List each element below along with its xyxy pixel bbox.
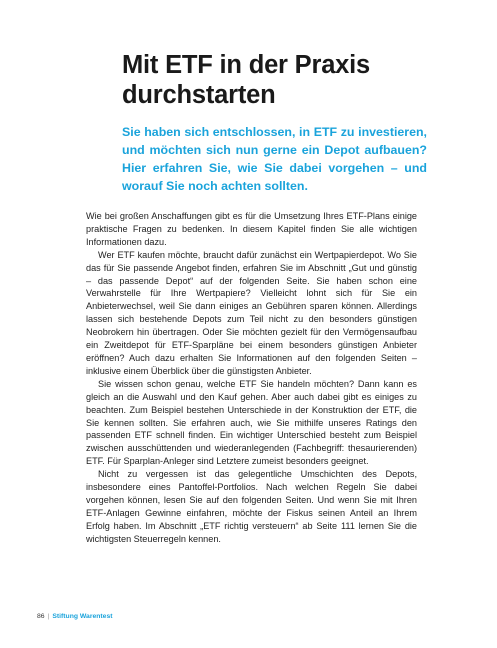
footer-separator: | [47, 613, 50, 620]
chapter-title: Mit ETF in der Praxis durchstarten [122, 51, 371, 109]
page-footer [37, 612, 113, 621]
body-paragraph: Sie wissen schon genau, welche ETF Sie handeln möchten? Dann kann es gleich an die Auswahl und den Kauf gehen. Aber auch dabei gibt es einiges zu beachten. Zum Beispiel bestehen Unterschiede in der Konstruktion der ETF, die Sie kennen sollten. Sie erfahren auch, wie Sie mithilfe unseres Ratings den passenden ETF schnell finden. Ein wichtiger Unterschied besteht zum Beispiel zwischen ausschüttenden und wiederanlegenden (Fachbegriff: thesaurierenden) ETF. Für Sparplan-Anleger sind Letztere zumeist besonders geeignet. [86, 378, 417, 467]
body-text [86, 210, 417, 546]
body-paragraph: Nicht zu vergessen ist das gelegentliche Umschichten des Depots, insbesondere eines Pantoffel-Portfolios. Nach welchen Regeln Sie dabei vorgehen können, lesen Sie auf den folgenden Seiten. Und wenn Sie mit Ihren ETF-Anlagen Gewinne einfahren, möchte der Fiskus seinen Anteil an Ihrem Erfolg haben. Im Abschnitt „ETF richtig versteuern“ ab Seite 111 lernen Sie die wichtigsten Steuerregeln kennen. [86, 469, 417, 544]
publisher-name: Stiftung Warentest [52, 613, 113, 620]
chapter-lead: Sie haben sich entschlossen, in ETF zu investieren, und möchten sich nun gerne ein Depot aufbauen? Hier erfahren Sie, wie Sie dabei vorgehen – und worauf Sie noch achten sollten. [122, 125, 427, 193]
body-paragraph: Wie bei großen Anschaffungen gibt es für die Umsetzung Ihres ETF-Plans einige praktische Fragen zu bedenken. In diesem Kapitel finden Sie alle wichtigen Informationen dazu. [86, 211, 417, 247]
body-paragraph: Wer ETF kaufen möchte, braucht dafür zunächst ein Wertpapierdepot. Wo Sie das für Sie passende Angebot finden, erfahren Sie im Abschnitt „Gut und günstig – das passende Depot“ auf der folgenden Seite. Sie haben schon eine Verwahrstelle für Ihre Wertpapiere? Vielleicht lohnt sich für Sie ein Anbieterwechsel, weil Sie dann einiges an Gebühren sparen können. Allerdings lassen sich bestehende Depots zum Teil nicht zu den besonders günstigen Neobrokern hin übertragen. Oder Sie möchten gezielt für den Vermögensaufbau ein Zweitdepot für ETF-Sparpläne bei einem besonders günstigen Anbieter eröffnen? Auch dazu erhalten Sie Informationen auf den folgenden Seiten – inklusive einem Überblick über die günstigsten Anbieter. [86, 249, 417, 376]
page-number: 86 [37, 613, 45, 620]
